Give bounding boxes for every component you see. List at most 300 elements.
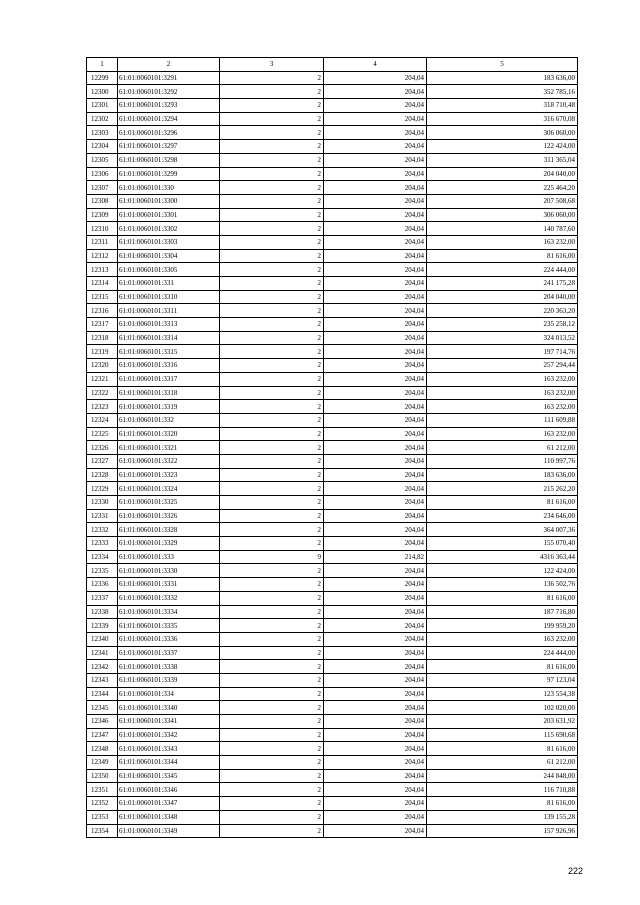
table-row <box>87 646 578 660</box>
cadastral-value-cell: 163 232,00 <box>427 386 578 400</box>
row-number-cell: 12351 <box>87 783 118 797</box>
cadastral-number-cell: 61:01:0060101:3336 <box>118 632 220 646</box>
cadastral-value-cell: 4316 363,44 <box>427 550 578 564</box>
cadastral-number-cell: 61:01:0060101:3313 <box>118 318 220 332</box>
table-row <box>87 413 578 427</box>
specific-value-cell: 204,04 <box>324 728 427 742</box>
specific-value-cell: 204,04 <box>324 181 427 195</box>
cadastral-number-cell: 61:01:0060101:3324 <box>118 482 220 496</box>
table-row <box>87 222 578 236</box>
cadastral-value-cell: 306 060,00 <box>427 126 578 140</box>
row-number-cell: 12326 <box>87 441 118 455</box>
cadastral-number-cell: 61:01:0060101:3316 <box>118 359 220 373</box>
cadastral-number-cell: 61:01:0060101:3325 <box>118 496 220 510</box>
specific-value-cell: 204,04 <box>324 578 427 592</box>
specific-value-cell: 204,04 <box>324 85 427 99</box>
group-code-cell: 2 <box>220 331 324 345</box>
group-code-cell: 2 <box>220 742 324 756</box>
specific-value-cell: 214,82 <box>324 550 427 564</box>
table-row <box>87 249 578 263</box>
row-number-cell: 12338 <box>87 605 118 619</box>
cadastral-value-cell: 155 070,40 <box>427 537 578 551</box>
table-row <box>87 167 578 181</box>
row-number-cell: 12314 <box>87 277 118 291</box>
specific-value-cell: 204,04 <box>324 304 427 318</box>
cadastral-value-cell: 207 508,68 <box>427 194 578 208</box>
cadastral-value-cell: 235 258,12 <box>427 318 578 332</box>
cadastral-value-cell: 163 232,00 <box>427 235 578 249</box>
row-number-cell: 12330 <box>87 496 118 510</box>
table-row <box>87 632 578 646</box>
cadastral-number-cell: 61:01:0060101:3343 <box>118 742 220 756</box>
column-header-1: 1 <box>87 58 118 72</box>
specific-value-cell: 204,04 <box>324 359 427 373</box>
specific-value-cell: 204,04 <box>324 441 427 455</box>
row-number-cell: 12333 <box>87 537 118 551</box>
cadastral-value-cell: 81 616,00 <box>427 797 578 811</box>
specific-value-cell: 204,04 <box>324 277 427 291</box>
cadastral-number-cell: 61:01:0060101:330 <box>118 181 220 195</box>
specific-value-cell: 204,04 <box>324 564 427 578</box>
row-number-cell: 12303 <box>87 126 118 140</box>
row-number-cell: 12313 <box>87 263 118 277</box>
table-row <box>87 372 578 386</box>
table-row <box>87 769 578 783</box>
cadastral-value-cell: 364 007,36 <box>427 523 578 537</box>
cadastral-value-cell: 116 710,88 <box>427 783 578 797</box>
cadastral-value-cell: 244 848,00 <box>427 769 578 783</box>
page-number: 222 <box>567 866 583 876</box>
column-header-3: 3 <box>220 58 324 72</box>
table-row <box>87 112 578 126</box>
group-code-cell: 2 <box>220 482 324 496</box>
table-row <box>87 359 578 373</box>
specific-value-cell: 204,04 <box>324 605 427 619</box>
row-number-cell: 12317 <box>87 318 118 332</box>
group-code-cell: 2 <box>220 619 324 633</box>
cadastral-value-cell: 163 232,00 <box>427 427 578 441</box>
row-number-cell: 12340 <box>87 632 118 646</box>
table-row <box>87 496 578 510</box>
group-code-cell: 2 <box>220 454 324 468</box>
table-row <box>87 509 578 523</box>
cadastral-number-cell: 61:01:0060101:3328 <box>118 523 220 537</box>
row-number-cell: 12310 <box>87 222 118 236</box>
table-row <box>87 126 578 140</box>
specific-value-cell: 204,04 <box>324 687 427 701</box>
cadastral-value-cell: 183 636,00 <box>427 71 578 85</box>
cadastral-number-cell: 61:01:0060101:3323 <box>118 468 220 482</box>
row-number-cell: 12350 <box>87 769 118 783</box>
row-number-cell: 12305 <box>87 153 118 167</box>
cadastral-value-cell: 163 232,00 <box>427 400 578 414</box>
cadastral-value-cell: 257 294,44 <box>427 359 578 373</box>
specific-value-cell: 204,04 <box>324 112 427 126</box>
cadastral-number-cell: 61:01:0060101:3315 <box>118 345 220 359</box>
group-code-cell: 2 <box>220 646 324 660</box>
cadastral-number-cell: 61:01:0060101:3339 <box>118 673 220 687</box>
table-row <box>87 331 578 345</box>
specific-value-cell: 204,04 <box>324 632 427 646</box>
table-row <box>87 304 578 318</box>
cadastral-value-cell: 136 502,76 <box>427 578 578 592</box>
cadastral-number-cell: 61:01:0060101:3305 <box>118 263 220 277</box>
table-row <box>87 810 578 824</box>
table-row <box>87 153 578 167</box>
specific-value-cell: 204,04 <box>324 427 427 441</box>
table-row <box>87 660 578 674</box>
row-number-cell: 12299 <box>87 71 118 85</box>
row-number-cell: 12307 <box>87 181 118 195</box>
cadastral-value-cell: 81 616,00 <box>427 660 578 674</box>
specific-value-cell: 204,04 <box>324 646 427 660</box>
specific-value-cell: 204,04 <box>324 413 427 427</box>
group-code-cell: 2 <box>220 797 324 811</box>
cadastral-number-cell: 61:01:0060101:3331 <box>118 578 220 592</box>
row-number-cell: 12316 <box>87 304 118 318</box>
cadastral-value-cell: 204 040,00 <box>427 290 578 304</box>
group-code-cell: 2 <box>220 413 324 427</box>
group-code-cell: 2 <box>220 167 324 181</box>
specific-value-cell: 204,04 <box>324 71 427 85</box>
row-number-cell: 12334 <box>87 550 118 564</box>
specific-value-cell: 204,04 <box>324 797 427 811</box>
row-number-cell: 12319 <box>87 345 118 359</box>
row-number-cell: 12341 <box>87 646 118 660</box>
row-number-cell: 12324 <box>87 413 118 427</box>
cadastral-number-cell: 61:01:0060101:3344 <box>118 756 220 770</box>
table-row <box>87 140 578 154</box>
group-code-cell: 2 <box>220 715 324 729</box>
cadastral-number-cell: 61:01:0060101:3298 <box>118 153 220 167</box>
group-code-cell: 2 <box>220 728 324 742</box>
cadastral-number-cell: 61:01:0060101:3302 <box>118 222 220 236</box>
cadastral-value-cell: 225 464,20 <box>427 181 578 195</box>
cadastral-number-cell: 61:01:0060101:331 <box>118 277 220 291</box>
specific-value-cell: 204,04 <box>324 331 427 345</box>
cadastral-number-cell: 61:01:0060101:3301 <box>118 208 220 222</box>
group-code-cell: 2 <box>220 194 324 208</box>
cadastral-number-cell: 61:01:0060101:3337 <box>118 646 220 660</box>
cadastral-value-cell: 140 787,60 <box>427 222 578 236</box>
row-number-cell: 12315 <box>87 290 118 304</box>
cadastral-number-cell: 61:01:0060101:3341 <box>118 715 220 729</box>
row-number-cell: 12304 <box>87 140 118 154</box>
group-code-cell: 2 <box>220 537 324 551</box>
row-number-cell: 12343 <box>87 673 118 687</box>
cadastral-number-cell: 61:01:0060101:3317 <box>118 372 220 386</box>
cadastral-value-cell: 61 212,00 <box>427 441 578 455</box>
row-number-cell: 12331 <box>87 509 118 523</box>
specific-value-cell: 204,04 <box>324 769 427 783</box>
cadastral-value-cell: 316 670,08 <box>427 112 578 126</box>
cadastral-value-cell: 81 616,00 <box>427 249 578 263</box>
table-row <box>87 591 578 605</box>
cadastral-number-cell: 61:01:0060101:3294 <box>118 112 220 126</box>
table-row <box>87 619 578 633</box>
group-code-cell: 2 <box>220 783 324 797</box>
cadastral-value-cell: 324 013,52 <box>427 331 578 345</box>
specific-value-cell: 204,04 <box>324 715 427 729</box>
table-row <box>87 427 578 441</box>
row-number-cell: 12354 <box>87 824 118 838</box>
cadastral-value-cell: 224 444,00 <box>427 263 578 277</box>
cadastral-number-cell: 61:01:0060101:3347 <box>118 797 220 811</box>
specific-value-cell: 204,04 <box>324 619 427 633</box>
group-code-cell: 2 <box>220 400 324 414</box>
table-row <box>87 99 578 113</box>
cadastral-value-cell: 224 444,00 <box>427 646 578 660</box>
cadastral-number-cell: 61:01:0060101:3349 <box>118 824 220 838</box>
specific-value-cell: 204,04 <box>324 194 427 208</box>
cadastral-number-cell: 61:01:0060101:3319 <box>118 400 220 414</box>
group-code-cell: 2 <box>220 701 324 715</box>
cadastral-number-cell: 61:01:0060101:3311 <box>118 304 220 318</box>
cadastral-number-cell: 61:01:0060101:3340 <box>118 701 220 715</box>
group-code-cell: 2 <box>220 496 324 510</box>
group-code-cell: 2 <box>220 153 324 167</box>
table-row <box>87 318 578 332</box>
specific-value-cell: 204,04 <box>324 742 427 756</box>
group-code-cell: 2 <box>220 71 324 85</box>
row-number-cell: 12337 <box>87 591 118 605</box>
row-number-cell: 12344 <box>87 687 118 701</box>
specific-value-cell: 204,04 <box>324 290 427 304</box>
group-code-cell: 2 <box>220 140 324 154</box>
row-number-cell: 12322 <box>87 386 118 400</box>
group-code-cell: 2 <box>220 564 324 578</box>
row-number-cell: 12353 <box>87 810 118 824</box>
group-code-cell: 2 <box>220 386 324 400</box>
row-number-cell: 12329 <box>87 482 118 496</box>
cadastral-number-cell: 61:01:0060101:3310 <box>118 290 220 304</box>
group-code-cell: 2 <box>220 181 324 195</box>
group-code-cell: 2 <box>220 222 324 236</box>
specific-value-cell: 204,04 <box>324 673 427 687</box>
table-row <box>87 701 578 715</box>
group-code-cell: 2 <box>220 277 324 291</box>
table-row <box>87 605 578 619</box>
group-code-cell: 2 <box>220 345 324 359</box>
cadastral-value-cell: 311 365,04 <box>427 153 578 167</box>
group-code-cell: 2 <box>220 249 324 263</box>
cadastral-value-cell: 61 212,00 <box>427 756 578 770</box>
cadastral-number-cell: 61:01:0060101:3297 <box>118 140 220 154</box>
cadastral-value-cell: 203 631,92 <box>427 715 578 729</box>
cadastral-value-cell: 220 363,20 <box>427 304 578 318</box>
specific-value-cell: 204,04 <box>324 318 427 332</box>
group-code-cell: 2 <box>220 673 324 687</box>
row-number-cell: 12306 <box>87 167 118 181</box>
table-row <box>87 400 578 414</box>
cadastral-value-cell: 187 716,80 <box>427 605 578 619</box>
group-code-cell: 2 <box>220 578 324 592</box>
cadastral-number-cell: 61:01:0060101:334 <box>118 687 220 701</box>
table-row <box>87 441 578 455</box>
cadastral-number-cell: 61:01:0060101:3303 <box>118 235 220 249</box>
cadastral-number-cell: 61:01:0060101:3342 <box>118 728 220 742</box>
cadastral-number-cell: 61:01:0060101:3304 <box>118 249 220 263</box>
table-row <box>87 194 578 208</box>
cadastral-number-cell: 61:01:0060101:3296 <box>118 126 220 140</box>
group-code-cell: 2 <box>220 687 324 701</box>
table-header <box>87 58 578 72</box>
row-number-cell: 12346 <box>87 715 118 729</box>
specific-value-cell: 204,04 <box>324 400 427 414</box>
specific-value-cell: 204,04 <box>324 701 427 715</box>
row-number-cell: 12349 <box>87 756 118 770</box>
specific-value-cell: 204,04 <box>324 153 427 167</box>
table-row <box>87 454 578 468</box>
cadastral-number-cell: 61:01:0060101:3346 <box>118 783 220 797</box>
table-row <box>87 715 578 729</box>
group-code-cell: 2 <box>220 318 324 332</box>
group-code-cell: 2 <box>220 235 324 249</box>
row-number-cell: 12320 <box>87 359 118 373</box>
specific-value-cell: 204,04 <box>324 126 427 140</box>
group-code-cell: 2 <box>220 824 324 838</box>
cadastral-number-cell: 61:01:0060101:3318 <box>118 386 220 400</box>
cadastral-value-cell: 111 609,88 <box>427 413 578 427</box>
row-number-cell: 12300 <box>87 85 118 99</box>
specific-value-cell: 204,04 <box>324 810 427 824</box>
table-body <box>87 71 578 838</box>
table-row <box>87 290 578 304</box>
cadastral-number-cell: 61:01:0060101:3299 <box>118 167 220 181</box>
group-code-cell: 2 <box>220 290 324 304</box>
group-code-cell: 2 <box>220 208 324 222</box>
table-row <box>87 71 578 85</box>
specific-value-cell: 204,04 <box>324 345 427 359</box>
specific-value-cell: 204,04 <box>324 222 427 236</box>
table-row <box>87 742 578 756</box>
cadastral-value-cell: 122 424,00 <box>427 564 578 578</box>
cadastral-value-table <box>86 57 578 838</box>
table-row <box>87 345 578 359</box>
table-row <box>87 797 578 811</box>
table-row <box>87 728 578 742</box>
cadastral-value-cell: 183 636,00 <box>427 468 578 482</box>
cadastral-number-cell: 61:01:0060101:3345 <box>118 769 220 783</box>
cadastral-value-cell: 123 554,38 <box>427 687 578 701</box>
table-row <box>87 564 578 578</box>
table-row <box>87 235 578 249</box>
row-number-cell: 12335 <box>87 564 118 578</box>
cadastral-value-cell: 115 690,68 <box>427 728 578 742</box>
column-header-2: 2 <box>118 58 220 72</box>
cadastral-number-cell: 61:01:0060101:3332 <box>118 591 220 605</box>
table-row <box>87 537 578 551</box>
cadastral-value-cell: 197 714,76 <box>427 345 578 359</box>
specific-value-cell: 204,04 <box>324 386 427 400</box>
specific-value-cell: 204,04 <box>324 496 427 510</box>
group-code-cell: 2 <box>220 99 324 113</box>
specific-value-cell: 204,04 <box>324 235 427 249</box>
row-number-cell: 12311 <box>87 235 118 249</box>
specific-value-cell: 204,04 <box>324 783 427 797</box>
cadastral-value-cell: 199 959,20 <box>427 619 578 633</box>
group-code-cell: 2 <box>220 441 324 455</box>
cadastral-number-cell: 61:01:0060101:3335 <box>118 619 220 633</box>
specific-value-cell: 204,04 <box>324 140 427 154</box>
cadastral-value-cell: 81 616,00 <box>427 742 578 756</box>
group-code-cell: 2 <box>220 605 324 619</box>
group-code-cell: 2 <box>220 126 324 140</box>
cadastral-value-cell: 110 997,76 <box>427 454 578 468</box>
table-row <box>87 263 578 277</box>
specific-value-cell: 204,04 <box>324 249 427 263</box>
specific-value-cell: 204,04 <box>324 660 427 674</box>
cadastral-value-cell: 81 616,00 <box>427 591 578 605</box>
specific-value-cell: 204,04 <box>324 208 427 222</box>
specific-value-cell: 204,04 <box>324 263 427 277</box>
cadastral-value-cell: 241 175,28 <box>427 277 578 291</box>
cadastral-value-cell: 81 616,00 <box>427 496 578 510</box>
group-code-cell: 2 <box>220 359 324 373</box>
cadastral-number-cell: 61:01:0060101:3348 <box>118 810 220 824</box>
specific-value-cell: 204,04 <box>324 537 427 551</box>
cadastral-number-cell: 61:01:0060101:3330 <box>118 564 220 578</box>
row-number-cell: 12312 <box>87 249 118 263</box>
table-row <box>87 783 578 797</box>
specific-value-cell: 204,04 <box>324 468 427 482</box>
row-number-cell: 12309 <box>87 208 118 222</box>
specific-value-cell: 204,04 <box>324 824 427 838</box>
group-code-cell: 2 <box>220 304 324 318</box>
cadastral-value-cell: 139 155,28 <box>427 810 578 824</box>
specific-value-cell: 204,04 <box>324 99 427 113</box>
group-code-cell: 2 <box>220 468 324 482</box>
specific-value-cell: 204,04 <box>324 482 427 496</box>
cadastral-number-cell: 61:01:0060101:3300 <box>118 194 220 208</box>
table-row <box>87 208 578 222</box>
cadastral-value-cell: 234 646,00 <box>427 509 578 523</box>
header-row <box>87 58 578 72</box>
group-code-cell: 2 <box>220 591 324 605</box>
row-number-cell: 12323 <box>87 400 118 414</box>
specific-value-cell: 204,04 <box>324 523 427 537</box>
row-number-cell: 12318 <box>87 331 118 345</box>
row-number-cell: 12332 <box>87 523 118 537</box>
cadastral-number-cell: 61:01:0060101:3320 <box>118 427 220 441</box>
cadastral-number-cell: 61:01:0060101:3322 <box>118 454 220 468</box>
cadastral-value-cell: 318 710,48 <box>427 99 578 113</box>
cadastral-number-cell: 61:01:0060101:3326 <box>118 509 220 523</box>
table-row <box>87 824 578 838</box>
specific-value-cell: 204,04 <box>324 372 427 386</box>
row-number-cell: 12308 <box>87 194 118 208</box>
table-row <box>87 181 578 195</box>
table-row <box>87 468 578 482</box>
cadastral-value-cell: 204 040,00 <box>427 167 578 181</box>
cadastral-value-cell: 97 123,04 <box>427 673 578 687</box>
cadastral-number-cell: 61:01:0060101:333 <box>118 550 220 564</box>
row-number-cell: 12301 <box>87 99 118 113</box>
cadastral-value-cell: 122 424,00 <box>427 140 578 154</box>
specific-value-cell: 204,04 <box>324 756 427 770</box>
row-number-cell: 12339 <box>87 619 118 633</box>
table-row <box>87 482 578 496</box>
specific-value-cell: 204,04 <box>324 591 427 605</box>
table-row <box>87 550 578 564</box>
row-number-cell: 12302 <box>87 112 118 126</box>
specific-value-cell: 204,04 <box>324 167 427 181</box>
column-header-4: 4 <box>324 58 427 72</box>
table-row <box>87 277 578 291</box>
cadastral-value-cell: 163 232,00 <box>427 632 578 646</box>
table-row <box>87 523 578 537</box>
table-row <box>87 578 578 592</box>
